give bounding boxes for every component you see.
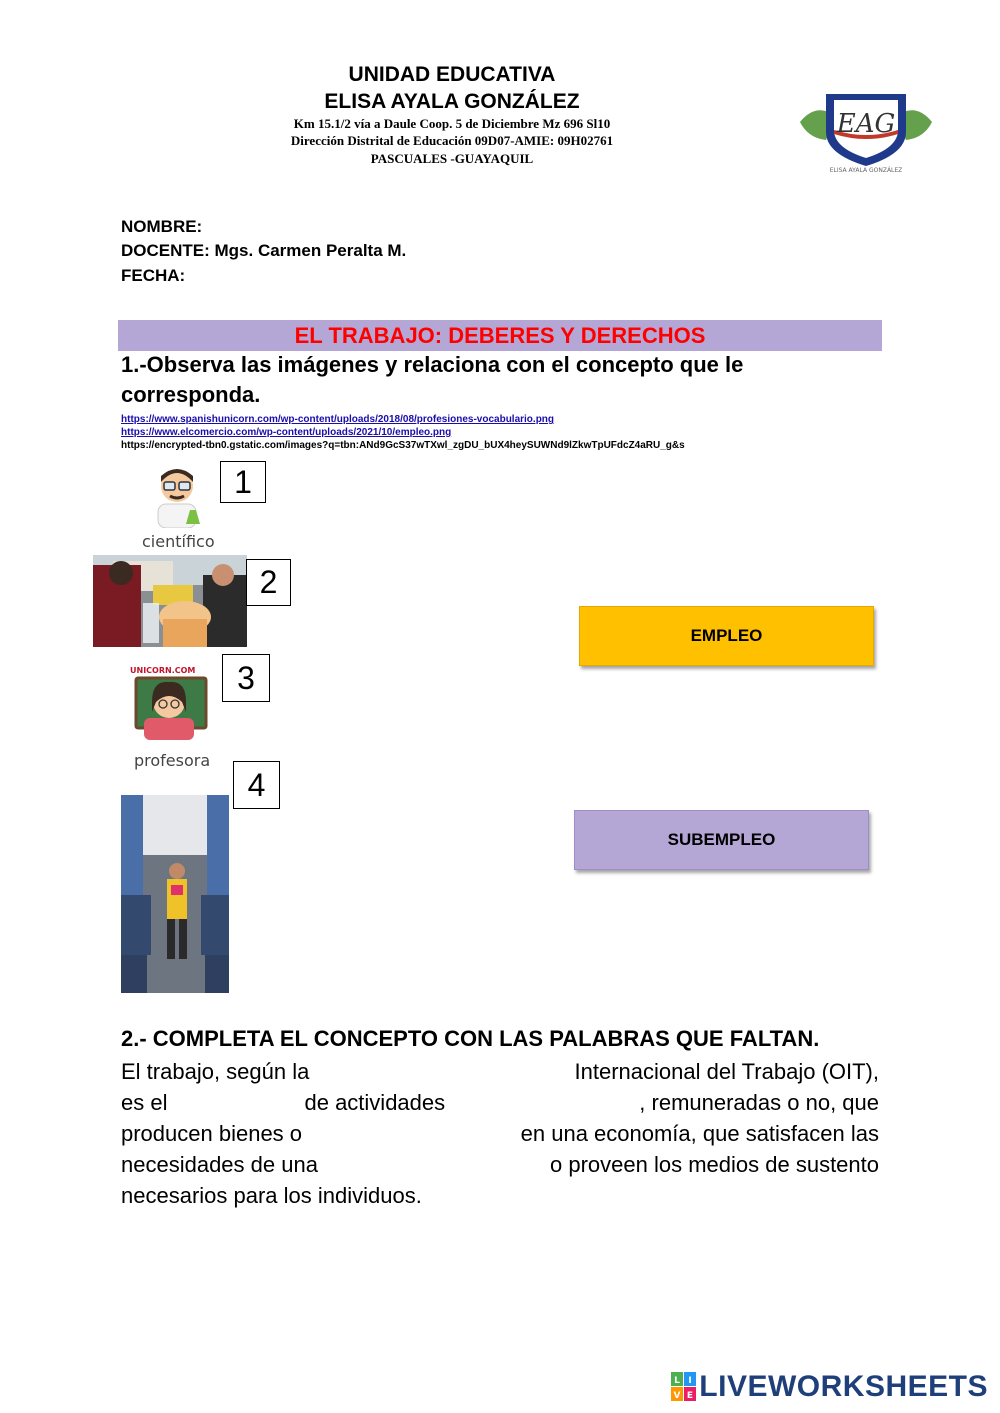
text-segment: , remuneradas o no, que: [639, 1090, 879, 1115]
text-segment: es el: [121, 1090, 168, 1115]
paragraph-line-1: [121, 1056, 879, 1087]
paragraph-line-5: [121, 1180, 879, 1211]
paragraph-line-4: [121, 1149, 879, 1180]
school-name-line1: UNIDAD EDUCATIVA: [348, 63, 556, 86]
text-segment: necesidades de una: [121, 1152, 318, 1177]
question-1-text: 1.-Observa las imágenes y relaciona con el concepto que le corresponda.: [121, 352, 744, 407]
source-link-3: https://encrypted-tbn0.gstatic.com/images?q=tbn:ANd9GcS37wTXwl_zgDU_bUX4heySUWNd9lZkwTpUFdcZ4aRU_g&s: [121, 440, 685, 451]
teacher-icon: [128, 668, 210, 740]
liveworksheets-logo-icon: [671, 1372, 697, 1402]
text-segment: necesarios para los individuos.: [121, 1183, 422, 1208]
logo-letter-v: V: [673, 1391, 681, 1401]
text-segment: El trabajo, según la: [121, 1059, 310, 1084]
scientist-icon: [148, 462, 206, 528]
source-link-2[interactable]: https://www.elcomercio.com/wp-content/uploads/2021/10/empleo.png: [121, 427, 452, 438]
text-segment: Internacional del Trabajo (OIT),: [574, 1059, 879, 1084]
watermark-unicorn: UNICORN.COM: [130, 666, 196, 675]
school-address: Km 15.1/2 vía a Daule Coop. 5 de Diciembre Mz 696 Sl10: [293, 116, 611, 131]
street-vendors-photo: [93, 555, 247, 647]
text-segment: o proveen los medios de sustento: [550, 1152, 879, 1177]
answer-subempleo[interactable]: SUBEMPLEO: [574, 810, 869, 870]
school-logo: [796, 82, 936, 174]
answer-empleo[interactable]: EMPLEO: [579, 606, 874, 666]
school-name-line2: ELISA AYALA GONZÁLEZ: [324, 90, 580, 113]
school-city: PASCUALES -GUAYAQUIL: [370, 151, 534, 166]
liveworksheets-brand[interactable]: [671, 1370, 988, 1404]
number-box-3[interactable]: 3: [222, 654, 270, 702]
number-box-2[interactable]: 2: [246, 559, 291, 606]
logo-letters: EAG: [836, 109, 896, 139]
text-segment: de actividades: [304, 1090, 446, 1115]
logo-caption: ELISA AYALA GONZÁLEZ: [829, 167, 903, 174]
caption-teacher: profesora: [134, 751, 211, 770]
worksheet-title: EL TRABAJO: DEBERES Y DERECHOS: [294, 323, 706, 348]
logo-letter-l: L: [674, 1376, 681, 1386]
paragraph-line-2: [121, 1087, 879, 1118]
logo-letter-e: E: [687, 1391, 694, 1401]
caption-scientist: científico: [142, 532, 215, 551]
logo-letter-i: I: [688, 1376, 692, 1386]
question-2-title: 2.- COMPLETA EL CONCEPTO CON LAS PALABRAS QUE FALTAN.: [121, 1026, 820, 1051]
school-district: Dirección Distrital de Educación 09D07-AMIE: 09H02761: [290, 133, 614, 148]
text-segment: producen bienes o: [121, 1121, 303, 1146]
teacher-label: DOCENTE: Mgs. Carmen Peralta M.: [121, 241, 407, 260]
number-box-1[interactable]: 1: [220, 461, 266, 503]
source-link-1[interactable]: https://www.spanishunicorn.com/wp-content/uploads/2018/08/profesiones-vocabulario.png: [121, 414, 555, 425]
date-label: FECHA:: [121, 266, 186, 285]
liveworksheets-text: LIVEWORKSHEETS: [699, 1370, 988, 1403]
title-bar: [118, 320, 882, 351]
bus-vendor-photo: [121, 795, 229, 993]
name-label: NOMBRE:: [121, 217, 203, 236]
number-box-4[interactable]: 4: [233, 761, 280, 809]
text-segment: en una economía, que satisfacen las: [520, 1121, 879, 1146]
paragraph-line-3: [121, 1118, 879, 1149]
